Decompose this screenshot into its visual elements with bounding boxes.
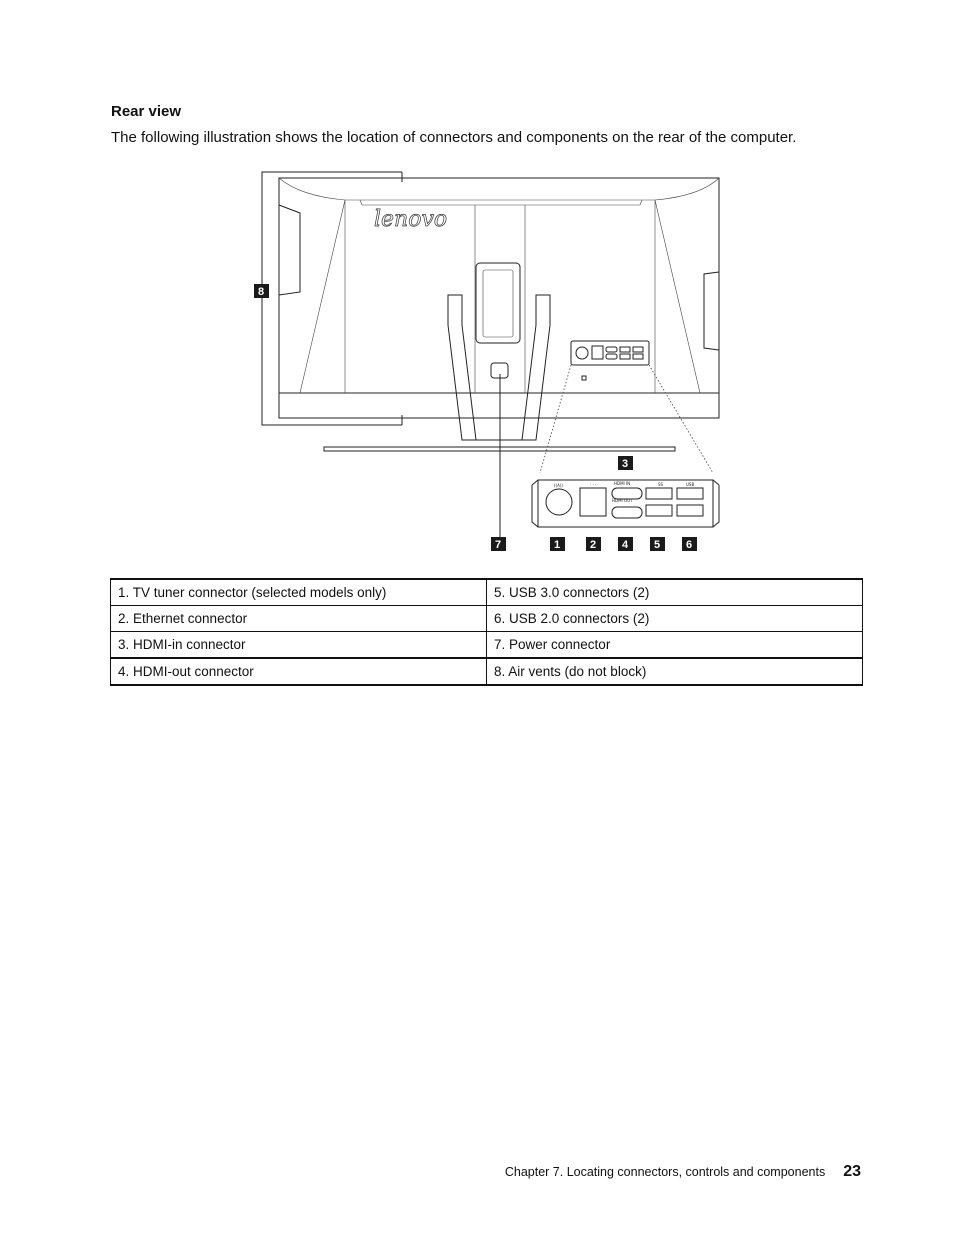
legend-item-4: 4. HDMI-out connector [111,658,487,685]
rear-io-panel [571,341,649,365]
svg-text:6: 6 [686,539,693,551]
legend-item-2: 2. Ethernet connector [111,606,487,632]
table-row [111,579,863,606]
callout-7 [491,537,506,551]
svg-text:((A)): ((A)) [554,483,563,488]
svg-text:HDMI IN: HDMI IN [614,481,631,486]
legend-item-8: 8. Air vents (do not block) [487,658,863,685]
hdmi-out-port [612,507,642,518]
svg-text:USB: USB [686,482,695,487]
svg-text:7: 7 [495,539,502,551]
io-panel-detail [538,480,713,527]
svg-text:· · ·: · · · [590,482,597,487]
svg-text:SS: SS [658,482,664,487]
section-title: Rear view [111,103,182,120]
usb3-port-top [646,488,672,499]
callout-5 [650,537,665,551]
legend-item-3: 3. HDMI-in connector [111,632,487,659]
legend-item-7: 7. Power connector [487,632,863,659]
svg-text:2: 2 [590,539,597,551]
callout-2 [586,537,601,551]
handle-slot [476,263,520,343]
chapter-title: Chapter 7. Locating connectors, controls and components [504,1165,826,1179]
callout-8 [254,284,269,298]
usb2-port-top [677,488,703,499]
lenovo-logo: lenovo [374,207,448,232]
legend-item-6: 6. USB 2.0 connectors (2) [487,606,863,632]
usb3-port-bottom [646,505,672,516]
page-footer [505,1163,861,1181]
svg-text:8: 8 [258,286,265,298]
svg-text:4: 4 [622,539,629,551]
svg-text:HDMI OUT: HDMI OUT [612,498,633,503]
table-row [111,632,863,659]
legend-table [110,578,863,686]
table-row [111,606,863,632]
legend-item-5: 5. USB 3.0 connectors (2) [487,579,863,606]
usb2-port-bottom [677,505,703,516]
ethernet-port [580,488,606,516]
callout-3 [618,456,633,470]
legend-item-1: 1. TV tuner connector (selected models only) [111,579,487,606]
callout-4 [618,537,633,551]
intro-paragraph: The following illustration shows the location of connectors and components on the rear of the computer. [111,129,797,146]
svg-text:3: 3 [622,458,629,470]
svg-text:1: 1 [554,539,561,551]
tv-tuner-port [546,489,572,515]
rear-view-illustration [0,0,954,570]
callout-6 [682,537,697,551]
page-number: 23 [843,1163,861,1180]
callout-1 [550,537,565,551]
svg-text:5: 5 [654,539,661,551]
table-row [111,658,863,685]
